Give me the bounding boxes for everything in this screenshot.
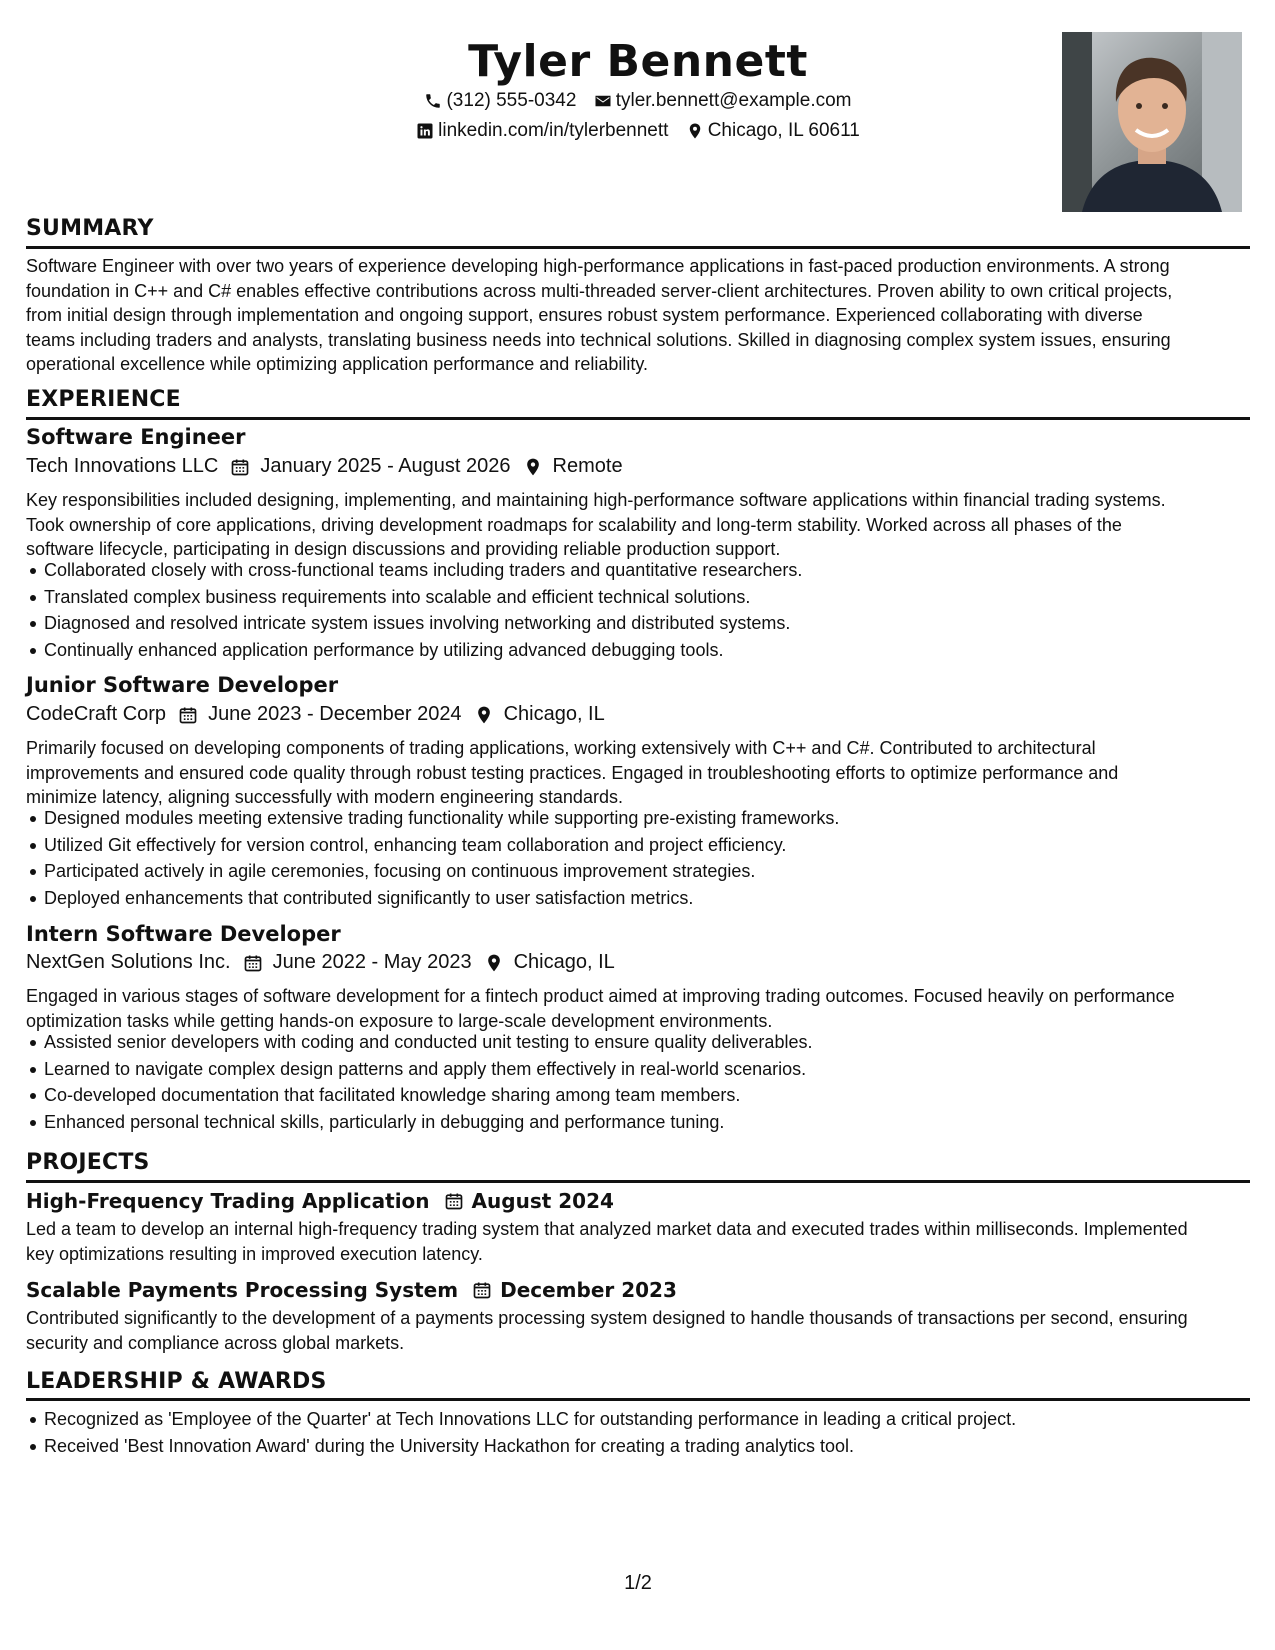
calendar-icon bbox=[444, 1191, 464, 1211]
job-meta bbox=[26, 951, 615, 974]
project-date: August 2024 bbox=[471, 1189, 614, 1213]
job-company: Tech Innovations LLC bbox=[26, 455, 219, 477]
contact-email[interactable] bbox=[594, 90, 852, 112]
project-desc-line: security and compliance across global markets. bbox=[26, 1332, 405, 1353]
job-desc-line: Took ownership of core applications, driving development roadmaps for scalability and long-term stability. Worked across all phases of the bbox=[26, 514, 1122, 535]
linkedin-icon bbox=[416, 122, 434, 140]
job-desc-line: Primarily focused on developing components of trading applications, working extensively with C++ and C#. Contributed to architectural bbox=[26, 738, 1096, 758]
summary-line: teams including traders and analysts, translating business needs into technical solutions. Skilled in diagnosing complex system issues, ensuring bbox=[26, 329, 1171, 350]
job-bullet: Enhanced personal technical skills, particularly in debugging and performance tuning. bbox=[26, 1109, 1250, 1136]
project-desc-line: key optimizations resulting in improved execution latency. bbox=[26, 1243, 483, 1264]
leadership-heading: LEADERSHIP & AWARDS bbox=[26, 1369, 327, 1394]
resume-page bbox=[26, 0, 1250, 1650]
job-title: Software Engineer bbox=[26, 425, 246, 449]
job-bullet: Participated actively in agile ceremonies, focusing on continuous improvement strategies. bbox=[26, 858, 1250, 885]
map-pin-icon bbox=[484, 953, 504, 973]
job-location: Chicago, IL bbox=[503, 703, 605, 725]
calendar-icon bbox=[178, 705, 198, 725]
calendar-icon bbox=[472, 1280, 492, 1300]
experience-heading: EXPERIENCE bbox=[26, 387, 181, 412]
project-title: Scalable Payments Processing System bbox=[26, 1278, 459, 1302]
project-title: High-Frequency Trading Application bbox=[26, 1189, 430, 1213]
map-pin-icon bbox=[523, 457, 543, 477]
envelope-icon bbox=[594, 92, 612, 110]
job-bullet: Translated complex business requirements into scalable and efficient technical solutions. bbox=[26, 584, 1250, 611]
project-desc-line: Led a team to develop an internal high-frequency trading system that analyzed market data and executed trades within milliseconds. Implemented bbox=[26, 1219, 1188, 1239]
summary-line: from initial design through implementation and ongoing support, ensures robust system performance. Experienced collaborating with diverse bbox=[26, 305, 1143, 325]
job-bullet: Utilized Git effectively for version control, enhancing team collaboration and project efficiency. bbox=[26, 832, 1250, 859]
job-location: Chicago, IL bbox=[513, 951, 615, 973]
job-meta bbox=[26, 703, 605, 726]
projects-divider bbox=[26, 1180, 1250, 1183]
project-header bbox=[26, 1189, 614, 1213]
project-header bbox=[26, 1278, 677, 1302]
leadership-divider bbox=[26, 1398, 1250, 1401]
job-bullets bbox=[26, 557, 1250, 663]
job-description bbox=[26, 736, 1250, 810]
map-pin-icon bbox=[686, 122, 704, 140]
job-bullet: Continually enhanced application performance by utilizing advanced debugging tools. bbox=[26, 637, 1250, 664]
summary-text bbox=[26, 254, 1250, 377]
job-bullets bbox=[26, 1029, 1250, 1135]
job-desc-line: Engaged in various stages of software development for a fintech product aimed at improving trading outcomes. Focused heavily on performance bbox=[26, 986, 1175, 1006]
project-description bbox=[26, 1306, 1250, 1355]
calendar-icon bbox=[230, 457, 250, 477]
job-meta bbox=[26, 455, 623, 478]
job-bullet: Learned to navigate complex design patterns and apply them effectively in real-world scenarios. bbox=[26, 1056, 1250, 1083]
contact-location bbox=[686, 120, 860, 142]
projects-heading: PROJECTS bbox=[26, 1150, 150, 1175]
project-date: December 2023 bbox=[500, 1278, 677, 1302]
profile-photo bbox=[1062, 32, 1242, 212]
job-desc-line: software lifecycle, participating in design discussions and providing reliable production support. bbox=[26, 539, 781, 559]
summary-line: operational excellence while optimizing application performance and reliability. bbox=[26, 354, 649, 374]
location-text: Chicago, IL 60611 bbox=[707, 120, 860, 141]
calendar-icon bbox=[243, 953, 263, 973]
linkedin-text: linkedin.com/in/tylerbennett bbox=[438, 120, 669, 141]
candidate-name: Tyler Bennett bbox=[468, 36, 808, 87]
job-location: Remote bbox=[552, 455, 623, 477]
job-title: Junior Software Developer bbox=[26, 673, 339, 697]
job-bullet: Collaborated closely with cross-functional teams including traders and quantitative researchers. bbox=[26, 557, 1250, 584]
job-desc-line: improvements and ensured code quality through robust testing practices. Engaged in troubleshooting efforts to optimize performance and bbox=[26, 762, 1119, 783]
job-bullet: Assisted senior developers with coding and conducted unit testing to ensure quality deliverables. bbox=[26, 1029, 1250, 1056]
job-desc-line: Key responsibilities included designing, implementing, and maintaining high-performance software applications within financial trading systems. bbox=[26, 490, 1166, 510]
resume-header bbox=[26, 36, 1250, 226]
job-title: Intern Software Developer bbox=[26, 922, 341, 946]
summary-heading: SUMMARY bbox=[26, 216, 154, 241]
project-desc-line: Contributed significantly to the development of a payments processing system designed to handle thousands of transactions per second, ensuring bbox=[26, 1308, 1188, 1328]
summary-divider bbox=[26, 246, 1250, 249]
job-dates: January 2025 - August 2026 bbox=[260, 455, 511, 477]
job-dates: June 2023 - December 2024 bbox=[208, 703, 462, 725]
job-bullets bbox=[26, 805, 1250, 911]
phone-text: (312) 555-0342 bbox=[446, 90, 577, 111]
job-description bbox=[26, 488, 1250, 562]
job-bullet: Designed modules meeting extensive trading functionality while supporting pre-existing frameworks. bbox=[26, 805, 1250, 832]
job-description bbox=[26, 984, 1250, 1033]
job-bullet: Diagnosed and resolved intricate system issues involving networking and distributed systems. bbox=[26, 610, 1250, 637]
job-company: CodeCraft Corp bbox=[26, 703, 167, 725]
contact-linkedin[interactable] bbox=[416, 120, 668, 142]
contact-phone bbox=[424, 90, 576, 112]
leadership-bullets bbox=[26, 1406, 1250, 1459]
map-pin-icon bbox=[474, 705, 494, 725]
job-company: NextGen Solutions Inc. bbox=[26, 951, 231, 973]
email-text: tyler.bennett@example.com bbox=[615, 90, 852, 111]
job-desc-line: minimize latency, aligning successfully with modern engineering standards. bbox=[26, 787, 623, 807]
summary-line: Software Engineer with over two years of experience developing high-performance applications in fast-paced production environments. A strong bbox=[26, 256, 1170, 276]
job-dates: June 2022 - May 2023 bbox=[272, 951, 472, 973]
summary-line: foundation in C++ and C# enables effective contributions across multi-threaded server-client architectures. Proven ability to own critical projects, bbox=[26, 280, 1173, 301]
phone-icon bbox=[424, 92, 442, 110]
experience-divider bbox=[26, 417, 1250, 420]
award-bullet: Recognized as 'Employee of the Quarter' at Tech Innovations LLC for outstanding performance in leading a critical project. bbox=[26, 1406, 1250, 1433]
job-bullet: Deployed enhancements that contributed significantly to user satisfaction metrics. bbox=[26, 885, 1250, 912]
award-bullet: Received 'Best Innovation Award' during the University Hackathon for creating a trading analytics tool. bbox=[26, 1433, 1250, 1460]
project-description bbox=[26, 1217, 1250, 1266]
job-bullet: Co-developed documentation that facilitated knowledge sharing among team members. bbox=[26, 1082, 1250, 1109]
job-desc-line: optimization tasks while getting hands-on exposure to large-scale development environments. bbox=[26, 1010, 773, 1031]
page-number: 1/2 bbox=[624, 1572, 652, 1594]
